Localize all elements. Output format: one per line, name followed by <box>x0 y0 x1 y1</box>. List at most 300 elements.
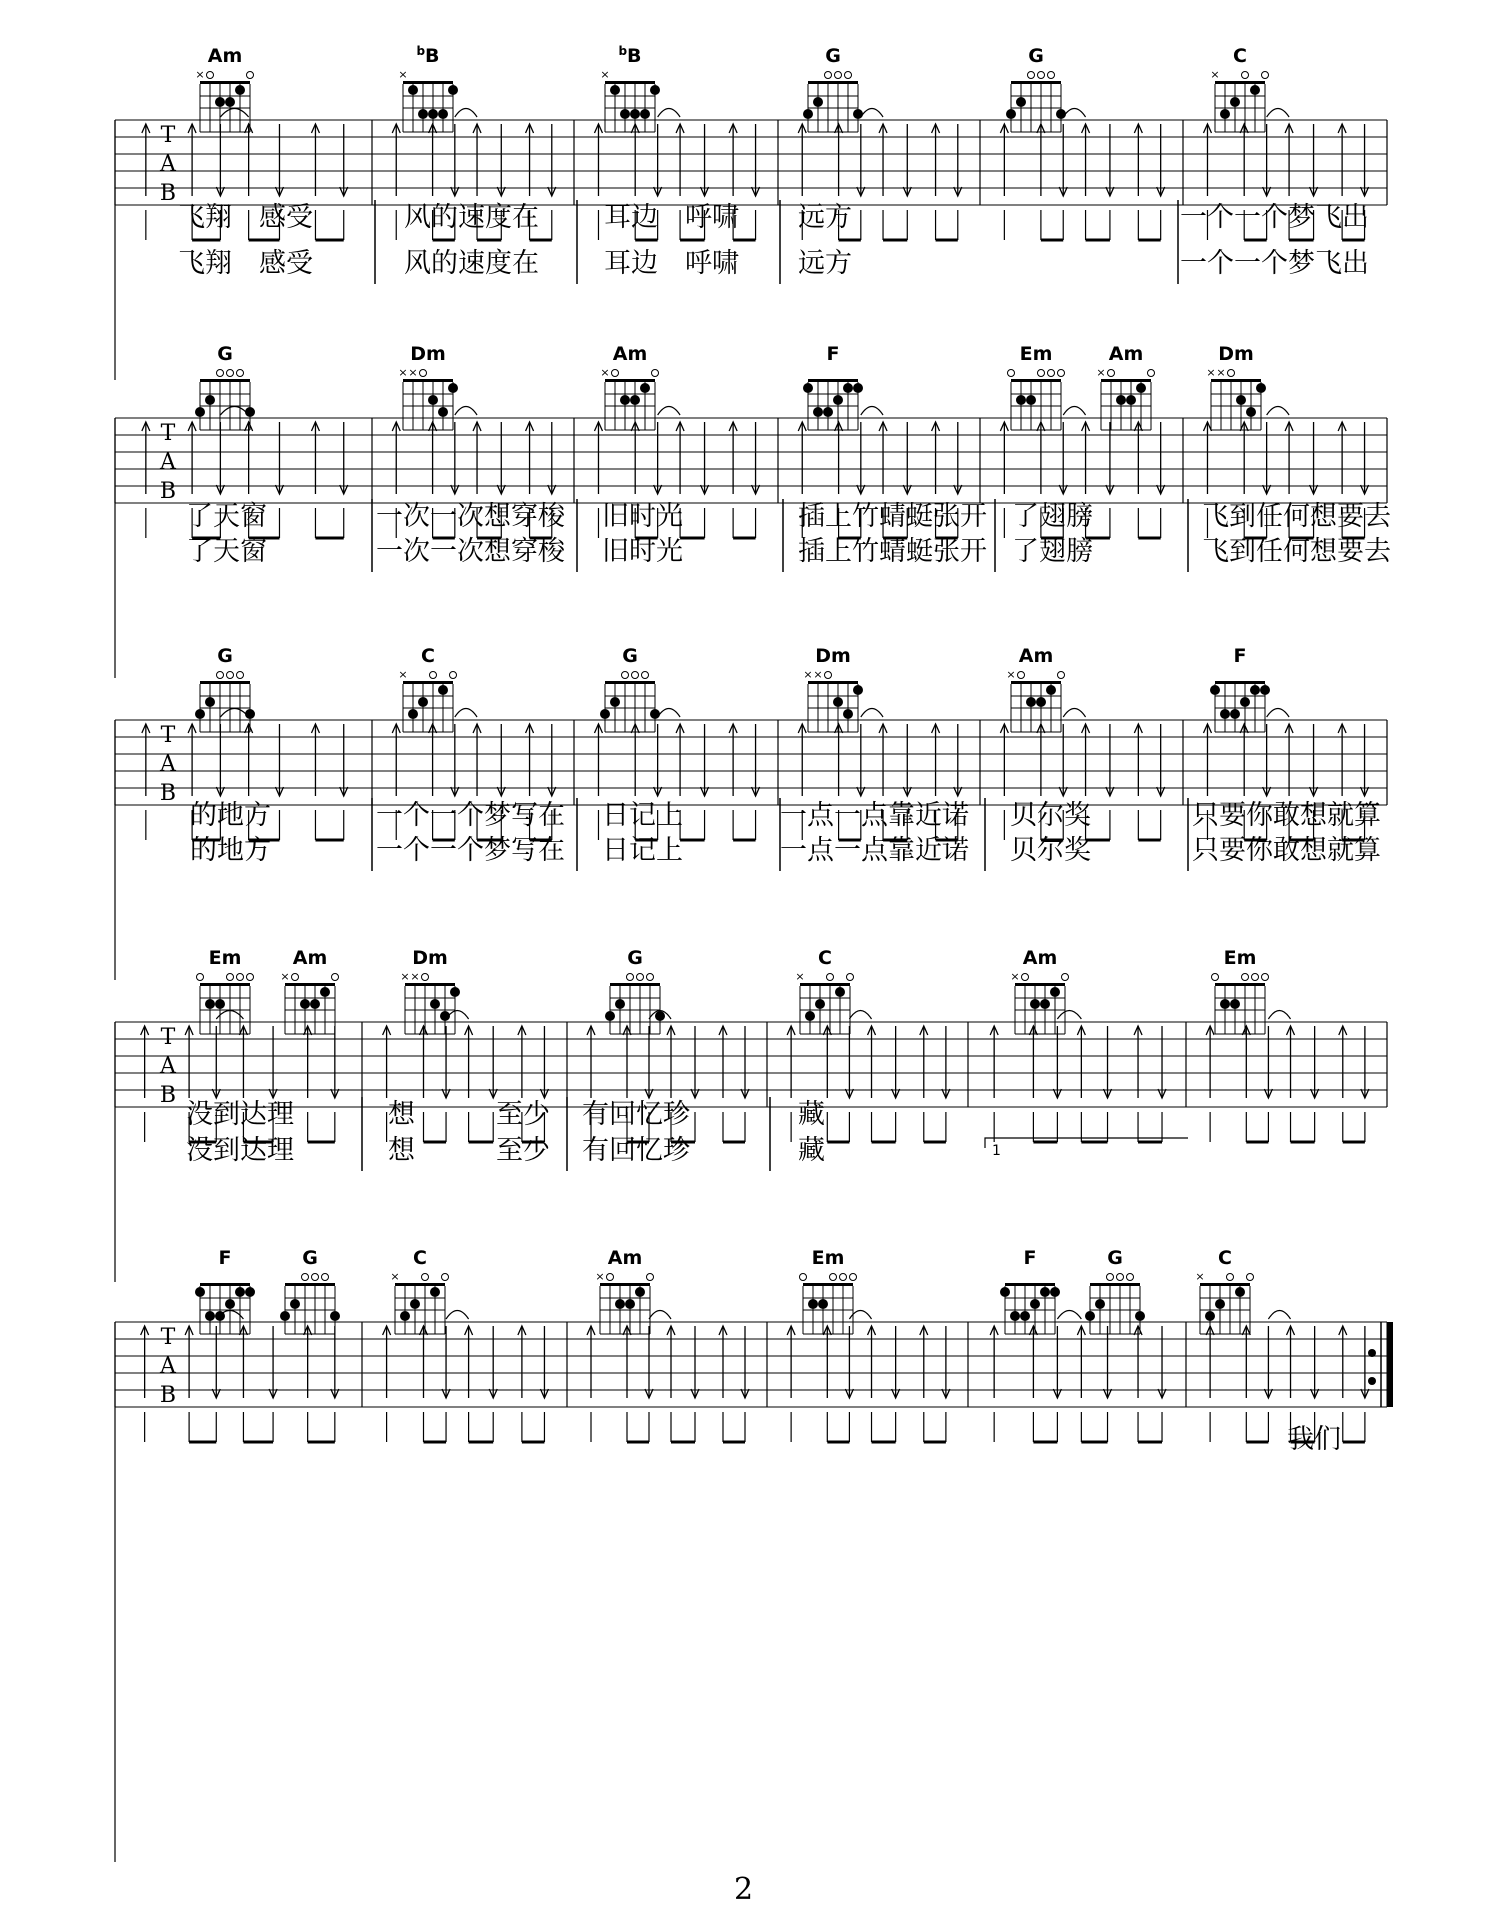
muted-string-mark: × <box>1216 366 1226 379</box>
chord-name: G <box>622 645 638 667</box>
nut <box>1215 81 1265 84</box>
finger-dot <box>1030 1299 1040 1309</box>
finger-dot <box>235 85 245 95</box>
tab-clef-letter: T <box>160 1325 176 1350</box>
chord-name: Am <box>1022 947 1058 969</box>
open-string-mark <box>1262 72 1269 79</box>
chord-diagram-Dm <box>1206 343 1266 430</box>
finger-dot <box>615 1299 625 1309</box>
open-string-mark <box>642 672 649 679</box>
lyric-segment: 一个一个梦写在 <box>376 800 565 831</box>
nut <box>200 983 250 986</box>
chord-diagram-Am <box>195 45 253 132</box>
open-string-mark <box>1058 370 1065 377</box>
finger-dot <box>1220 999 1230 1009</box>
finger-dot <box>823 407 833 417</box>
tie-arc <box>658 709 680 718</box>
nut <box>1011 81 1061 84</box>
finger-dot <box>635 1287 645 1297</box>
chord-name: G <box>627 947 643 969</box>
lyric-segment: 飞到任何想要去 <box>1202 501 1391 532</box>
nut <box>605 681 655 684</box>
finger-dot <box>1230 97 1240 107</box>
chord-diagram-C <box>795 947 853 1034</box>
chord-diagram-Em <box>800 1247 857 1334</box>
open-string-mark <box>1252 974 1259 981</box>
finger-dot <box>1220 709 1230 719</box>
tie-arc <box>861 407 883 416</box>
finger-dot <box>430 1287 440 1297</box>
chord-name: F <box>1023 1247 1037 1269</box>
nut <box>600 1283 650 1286</box>
muted-string-mark: × <box>1210 68 1220 81</box>
tab-clef-letter: B <box>159 781 177 806</box>
finger-dot <box>408 85 418 95</box>
finger-dot <box>225 97 235 107</box>
nut <box>200 379 250 382</box>
open-string-mark <box>612 370 619 377</box>
open-string-mark <box>1062 974 1069 981</box>
open-string-mark <box>332 974 339 981</box>
open-string-mark <box>1038 72 1045 79</box>
finger-dot <box>430 999 440 1009</box>
muted-string-mark: × <box>410 970 420 983</box>
muted-string-mark: × <box>803 668 813 681</box>
finger-dot <box>205 697 215 707</box>
open-string-mark <box>237 370 244 377</box>
finger-dot <box>1260 685 1270 695</box>
tie-arc <box>220 709 248 718</box>
chord-diagram-Dm <box>398 343 458 430</box>
open-string-mark <box>637 974 644 981</box>
finger-dot <box>245 407 255 417</box>
chord-diagram-G <box>1085 1247 1145 1334</box>
chord-diagram-C <box>1210 45 1268 132</box>
open-string-mark <box>830 1274 837 1281</box>
tie-arc <box>220 109 248 118</box>
tab-clef-letter: A <box>160 752 176 777</box>
lyric-segment: 了翅膀 <box>1012 536 1093 567</box>
open-string-mark <box>800 1274 807 1281</box>
finger-dot <box>813 97 823 107</box>
chord-diagram-Em <box>197 947 254 1034</box>
chord-name: Em <box>1223 947 1257 969</box>
open-string-mark <box>292 974 299 981</box>
lyric-segment: 风的速度在 <box>404 248 539 279</box>
finger-dot <box>853 685 863 695</box>
chord-diagram-G <box>280 1247 340 1334</box>
tab-clef-letter: A <box>160 450 176 475</box>
finger-dot <box>1095 1299 1105 1309</box>
open-string-mark <box>247 72 254 79</box>
chord-diagram-Am <box>1010 947 1068 1034</box>
chord-name: Em <box>1019 343 1053 365</box>
chord-name: C <box>1218 1247 1232 1269</box>
finger-dot <box>1026 395 1036 405</box>
chord-name: Am <box>612 343 648 365</box>
muted-string-mark: × <box>813 668 823 681</box>
nut <box>803 1283 853 1286</box>
nut <box>200 681 250 684</box>
tie-arc <box>1063 407 1085 416</box>
tab-system-5 <box>115 1247 1387 1862</box>
finger-dot <box>195 407 205 417</box>
muted-string-mark: × <box>390 1270 400 1283</box>
open-string-mark <box>647 974 654 981</box>
tie-arc <box>1057 1311 1081 1320</box>
chord-letter: B <box>627 45 642 67</box>
chord-diagram-G <box>195 645 255 732</box>
finger-dot <box>1235 1287 1245 1297</box>
chord-name: C <box>1233 45 1247 67</box>
chord-name: Em <box>208 947 242 969</box>
open-string-mark <box>1038 370 1045 377</box>
open-string-mark <box>1127 1274 1134 1281</box>
open-string-mark <box>1212 974 1219 981</box>
nut <box>395 1283 445 1286</box>
open-string-mark <box>227 974 234 981</box>
lyric-segment: 只要你敢想就算 <box>1192 835 1381 866</box>
lyric-segment: 耳边 呼啸 <box>604 248 739 279</box>
chord-name <box>416 44 439 67</box>
finger-dot <box>438 407 448 417</box>
open-string-mark <box>422 974 429 981</box>
open-string-mark <box>1028 72 1035 79</box>
finger-dot <box>843 709 853 719</box>
finger-dot <box>1240 697 1250 707</box>
tab-clef-letter: B <box>159 479 177 504</box>
chord-name: G <box>825 45 841 67</box>
open-string-mark <box>1262 974 1269 981</box>
muted-string-mark: × <box>398 668 408 681</box>
chord-diagram-Am <box>1006 645 1064 732</box>
finger-dot <box>640 383 650 393</box>
tie-arc <box>1057 1011 1081 1020</box>
muted-string-mark: × <box>795 970 805 983</box>
chord-name: G <box>302 1247 318 1269</box>
chord-diagram-C <box>390 1247 448 1334</box>
chord-name: C <box>413 1247 427 1269</box>
chord-diagram-C <box>398 645 456 732</box>
lyric-segment: 的地方 <box>190 835 271 866</box>
open-string-mark <box>1048 72 1055 79</box>
final-repeat-barline <box>1368 1322 1393 1407</box>
muted-string-mark: × <box>1206 366 1216 379</box>
finger-dot <box>205 1311 215 1321</box>
finger-dot <box>610 85 620 95</box>
tie-arc <box>849 1011 871 1020</box>
finger-dot <box>1085 1311 1095 1321</box>
tab-clef-letter: T <box>160 421 176 446</box>
finger-dot <box>280 1311 290 1321</box>
finger-dot <box>1230 709 1240 719</box>
open-string-mark <box>217 672 224 679</box>
open-string-mark <box>302 1274 309 1281</box>
finger-dot <box>1050 987 1060 997</box>
tie-arc <box>455 407 477 416</box>
muted-string-mark: × <box>600 366 610 379</box>
lyric-segment: 的地方 <box>190 800 271 831</box>
finger-dot <box>630 109 640 119</box>
finger-dot <box>1205 1311 1215 1321</box>
muted-string-mark: × <box>600 68 610 81</box>
finger-dot <box>1256 383 1266 393</box>
open-string-mark <box>247 974 254 981</box>
tab-clef-letter: A <box>160 1354 176 1379</box>
lyric-segment: 想 至少 <box>388 1099 550 1130</box>
open-string-mark <box>422 1274 429 1281</box>
tie-arc <box>658 407 680 416</box>
finger-dot <box>1030 999 1040 1009</box>
open-string-mark <box>1242 974 1249 981</box>
lyric-segment: 飞翔 感受 <box>178 248 313 279</box>
nut <box>1011 681 1061 684</box>
nut <box>1090 1283 1140 1286</box>
finger-dot <box>1230 999 1240 1009</box>
open-string-mark <box>442 1274 449 1281</box>
finger-dot <box>195 709 205 719</box>
lyric-segment: 了天窗 <box>186 536 267 567</box>
finger-dot <box>195 1287 205 1297</box>
lyric-segment: 插上竹蜻蜓张开 <box>798 501 987 532</box>
finger-dot <box>1210 685 1220 695</box>
chord-name: G <box>217 645 233 667</box>
finger-dot <box>650 85 660 95</box>
chord-name: G <box>1028 45 1044 67</box>
finger-dot <box>1056 109 1066 119</box>
tab-clef-letter: A <box>160 152 176 177</box>
chord-diagram-G <box>600 645 660 732</box>
finger-dot <box>215 97 225 107</box>
tab-system-2 <box>115 343 1387 678</box>
finger-dot <box>1136 383 1146 393</box>
tie-arc <box>649 1311 671 1320</box>
open-string-mark <box>835 72 842 79</box>
open-string-mark <box>845 72 852 79</box>
lyric-segment: 想 至少 <box>388 1135 550 1166</box>
chord-diagram-G <box>605 947 665 1034</box>
nut <box>285 1283 335 1286</box>
chord-diagram-Am <box>595 1247 653 1334</box>
finger-dot <box>450 987 460 997</box>
finger-dot <box>1036 697 1046 707</box>
chord-diagram-F <box>195 1247 255 1334</box>
finger-dot <box>615 999 625 1009</box>
finger-dot <box>803 383 813 393</box>
lyric-segment: 了翅膀 <box>1012 501 1093 532</box>
finger-dot <box>853 109 863 119</box>
finger-dot <box>448 383 458 393</box>
finger-dot <box>1250 85 1260 95</box>
lyric-segment: 没到达理 <box>186 1099 294 1130</box>
tab-clef-letter: B <box>159 1383 177 1408</box>
finger-dot <box>428 395 438 405</box>
chord-diagram-Dm <box>400 947 460 1034</box>
finger-dot <box>610 697 620 707</box>
chord-name: G <box>1107 1247 1123 1269</box>
nut <box>403 81 453 84</box>
finger-dot <box>1126 395 1136 405</box>
chord-name: F <box>826 343 840 365</box>
nut <box>1215 681 1265 684</box>
lyric-segment: 有回忆珍 <box>582 1099 690 1130</box>
nut <box>1011 379 1061 382</box>
chord-diagram-Em <box>1008 343 1065 430</box>
muted-string-mark: × <box>400 970 410 983</box>
finger-dot <box>1006 109 1016 119</box>
tab-system-4 <box>115 947 1387 1282</box>
lyric-segment: 远方 <box>798 202 852 233</box>
finger-dot <box>1040 999 1050 1009</box>
open-string-mark <box>1048 370 1055 377</box>
chord-name: C <box>818 947 832 969</box>
finger-dot <box>320 987 330 997</box>
tie-arc <box>861 709 883 718</box>
page-number: 2 <box>734 1872 754 1907</box>
nut <box>285 983 335 986</box>
open-string-mark <box>850 1274 857 1281</box>
tab-clef-letter: T <box>160 123 176 148</box>
open-string-mark <box>197 974 204 981</box>
chord-name: Dm <box>410 343 446 365</box>
open-string-mark <box>207 72 214 79</box>
muted-string-mark: × <box>398 366 408 379</box>
nut <box>403 379 453 382</box>
nut <box>800 983 850 986</box>
finger-dot <box>205 999 215 1009</box>
tie-arc <box>1063 109 1085 118</box>
finger-dot <box>245 1287 255 1297</box>
lyric-segment: 日记上 <box>602 835 683 866</box>
finger-dot <box>818 1299 828 1309</box>
lyric-segment: 风的速度在 <box>404 202 539 233</box>
finger-dot <box>815 999 825 1009</box>
finger-dot <box>310 999 320 1009</box>
nut <box>1005 1283 1055 1286</box>
lyric-segment: 我们 <box>1287 1424 1341 1455</box>
tie-arc <box>1267 109 1289 118</box>
open-string-mark <box>237 974 244 981</box>
lyric-segment: 一点一点靠近诺 <box>780 835 969 866</box>
muted-string-mark: × <box>1195 1270 1205 1283</box>
open-string-mark <box>1058 672 1065 679</box>
chord-name: G <box>217 343 233 365</box>
lyric-segment: 一个一个梦飞出 <box>1180 202 1369 233</box>
repeat-dot <box>1368 1377 1376 1385</box>
open-string-mark <box>227 370 234 377</box>
flat-sign: b <box>416 44 426 58</box>
open-string-mark <box>1228 370 1235 377</box>
tab-clef-letter: B <box>159 1083 177 1108</box>
finger-dot <box>1220 109 1230 119</box>
tab-clef-letter: A <box>160 1054 176 1079</box>
chord-name: Am <box>607 1247 643 1269</box>
nut <box>808 81 858 84</box>
tie-arc <box>1268 1311 1290 1320</box>
lyric-segment: 贝尔奖 <box>1010 800 1091 831</box>
finger-dot <box>225 1299 235 1309</box>
chord-name: F <box>218 1247 232 1269</box>
open-string-mark <box>430 672 437 679</box>
finger-dot <box>1250 685 1260 695</box>
finger-dot <box>1016 395 1026 405</box>
finger-dot <box>1026 697 1036 707</box>
finger-dot <box>1135 1311 1145 1321</box>
open-string-mark <box>1008 370 1015 377</box>
chord-name: Dm <box>1218 343 1254 365</box>
open-string-mark <box>840 1274 847 1281</box>
chord-name: Em <box>811 1247 845 1269</box>
open-string-mark <box>827 974 834 981</box>
open-string-mark <box>1117 1274 1124 1281</box>
tab-clef-letter: T <box>160 1025 176 1050</box>
open-string-mark <box>1247 1274 1254 1281</box>
tie-arc <box>658 109 680 118</box>
nut <box>1101 379 1151 382</box>
finger-dot <box>438 685 448 695</box>
chord-diagram-Am <box>280 947 338 1034</box>
finger-dot <box>1246 407 1256 417</box>
nut <box>1015 983 1065 986</box>
open-string-mark <box>847 974 854 981</box>
muted-string-mark: × <box>195 68 205 81</box>
finger-dot <box>400 1311 410 1321</box>
finger-dot <box>215 999 225 1009</box>
chord-diagram-G <box>803 45 863 132</box>
finger-dot <box>245 709 255 719</box>
open-string-mark <box>237 672 244 679</box>
lyric-segment: 插上竹蜻蜓张开 <box>798 536 987 567</box>
tie-arc <box>220 407 248 416</box>
chord-name: Dm <box>412 947 448 969</box>
tie-arc <box>1063 709 1085 718</box>
finger-dot <box>438 109 448 119</box>
open-string-mark <box>607 1274 614 1281</box>
open-string-mark <box>1022 974 1029 981</box>
repeat-dot <box>1368 1349 1376 1357</box>
tie-arc <box>1268 1011 1290 1020</box>
chord-letter: B <box>425 45 440 67</box>
finger-dot <box>1116 395 1126 405</box>
lyric-segment: 耳边 呼啸 <box>604 202 739 233</box>
open-string-mark <box>1018 672 1025 679</box>
lyric-segment: 只要你敢想就算 <box>1192 800 1381 831</box>
finger-dot <box>805 1011 815 1021</box>
chord-diagram-Am <box>600 343 658 430</box>
open-string-mark <box>647 1274 654 1281</box>
lyric-segment: 飞到任何想要去 <box>1202 536 1391 567</box>
open-string-mark <box>217 370 224 377</box>
finger-dot <box>808 1299 818 1309</box>
flat-sign: b <box>618 44 628 58</box>
chord-name: F <box>1233 645 1247 667</box>
chord-diagram-F <box>1210 645 1270 732</box>
chord-diagram-Em <box>1212 947 1269 1034</box>
chord-diagram-C <box>1195 1247 1253 1334</box>
finger-dot <box>1215 1299 1225 1309</box>
finger-dot <box>1236 395 1246 405</box>
finger-dot <box>330 1311 340 1321</box>
chord-name: Am <box>1018 645 1054 667</box>
finger-dot <box>833 697 843 707</box>
open-string-mark <box>1108 370 1115 377</box>
muted-string-mark: × <box>408 366 418 379</box>
chord-diagram-G <box>1006 45 1066 132</box>
finger-dot <box>833 395 843 405</box>
finger-dot <box>418 109 428 119</box>
finger-dot <box>290 1299 300 1309</box>
lyric-segment: 日记上 <box>602 800 683 831</box>
